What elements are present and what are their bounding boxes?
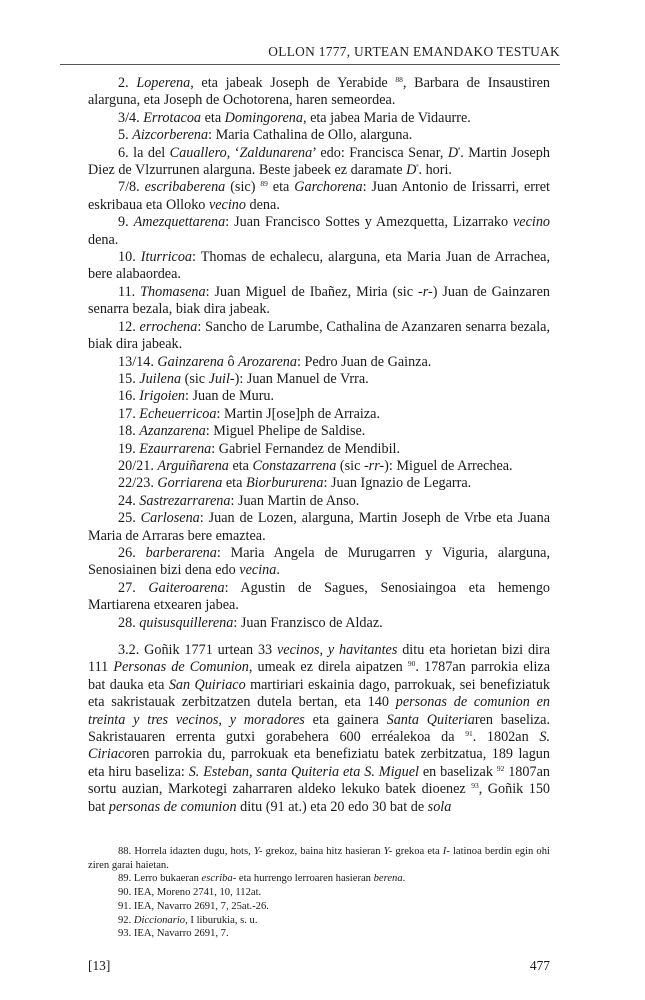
text-run: eta hurrengo lerroaren hasieran: [236, 873, 374, 885]
paragraph: [88, 642, 550, 816]
italic-text: Echeuerricoa: [139, 405, 217, 422]
text-run: 19.: [118, 440, 140, 457]
text-run: , umeak ez direla aipatzen: [248, 659, 408, 676]
text-run: , Goñik 150 bat: [88, 781, 551, 815]
text-run: , eta jabea Maria de Vidaurre.: [302, 109, 471, 126]
paragraph: [88, 423, 550, 440]
footnotes: [88, 845, 550, 941]
italic-text: vecinos, y havitantes: [276, 642, 398, 658]
footnote-ref: 93: [471, 781, 479, 791]
italic-text: Constazarrena: [252, 457, 337, 474]
text-run: eta: [222, 475, 246, 492]
italic-text: Biorbururena: [245, 475, 324, 492]
text-run: (sic: [336, 457, 364, 474]
text-run: ): Juan Manuel de Vrra.: [234, 370, 369, 387]
text-run: 26.: [118, 544, 146, 561]
italic-text: Ezaurrarena: [139, 440, 212, 457]
text-run: 20/21.: [118, 457, 158, 474]
text-run: 89. Lerro bukaeran: [118, 873, 202, 885]
italic-text: Zaldunarena: [239, 144, 313, 161]
text-run: : Pedro Juan de Gainza.: [296, 353, 432, 370]
text-run: eta: [267, 179, 295, 196]
text-run: : Juan de Muru.: [185, 388, 275, 405]
text-run: : Juan Miguel de Ibañez, Miria (sic: [205, 283, 418, 300]
footnote: [88, 872, 550, 886]
italic-text: Carlosena: [140, 510, 200, 527]
italic-text: Iturricoa: [140, 249, 193, 266]
paragraph: [88, 110, 550, 127]
italic-text: barberarena: [145, 544, 217, 561]
italic-text: vecino: [208, 196, 246, 213]
text-run: 13/14.: [118, 353, 158, 370]
italic-text: I-: [442, 846, 450, 857]
paragraph: [88, 493, 550, 510]
italic-text: Y-: [253, 846, 263, 857]
italic-text: Aizcorberena: [132, 127, 209, 144]
footnote: [88, 927, 550, 941]
text-run: 92.: [118, 914, 134, 926]
footnote: [88, 886, 550, 900]
text-run: 28.: [118, 614, 140, 631]
text-run: 11.: [118, 283, 141, 300]
footnote-ref: 90: [407, 659, 416, 669]
paragraph: [88, 284, 550, 319]
paragraph: [88, 545, 550, 580]
text-run: 16.: [118, 388, 140, 405]
italic-text: Amezquettarena: [133, 214, 226, 231]
italic-text: Personas de Comunion: [113, 659, 249, 676]
text-run: : Juan Franzisco de Aldaz.: [233, 614, 383, 631]
text-run: ): Miguel de Arrechea.: [384, 457, 513, 474]
italic-text: Arguiñarena: [157, 457, 229, 474]
paragraph: [88, 510, 550, 545]
header-rule: [60, 64, 560, 65]
italic-text: escribaberena: [144, 179, 226, 196]
paragraph: [88, 127, 550, 144]
text-run: (sic): [225, 179, 261, 196]
italic-text: Domingorena: [224, 109, 303, 126]
footnote: [88, 914, 550, 928]
italic-text: Y-: [383, 846, 393, 857]
text-run: ’ edo: Francisca Senar,: [312, 144, 448, 161]
footnote: [88, 900, 550, 914]
chapter-number: [13]: [88, 958, 111, 973]
paragraph: [88, 580, 550, 615]
paragraph: [88, 475, 550, 492]
text-run: 3.2. Goñik 1771 urtean 33: [118, 642, 277, 658]
italic-text: Gaiteroarena: [148, 579, 225, 596]
running-header: OLLON 1777, URTEAN EMANDAKO TESTUAK: [268, 44, 560, 59]
text-run: 15.: [118, 370, 140, 387]
paragraph: [88, 179, 550, 214]
text-run: 27.: [118, 579, 149, 596]
footnote-ref: 88: [395, 75, 403, 84]
text-run: grekoa eta: [392, 846, 443, 857]
text-run: grekoz, baina hitz hasieran: [262, 846, 384, 857]
text-run: 17.: [118, 405, 140, 422]
text-run: , eta jabeak Joseph de Yerabide: [190, 75, 396, 91]
paragraph: [88, 615, 550, 632]
paragraph: [88, 458, 550, 475]
page-number: 477: [529, 958, 550, 973]
text-run: : Thomas de echalecu, alarguna, eta Maria Juan de Arrachea, bere alabaordea.: [88, 249, 551, 283]
text-run: dena.: [245, 196, 280, 213]
italic-text: Gainzarena: [157, 353, 224, 370]
text-run: latinoa berdin egin ohi ziren garai haietan.: [88, 846, 550, 871]
paragraph: [88, 214, 550, 249]
text-run: : Juan Francisco Sottes y Amezquetta, Lizarrako: [225, 214, 513, 231]
italic-text: berena: [373, 873, 403, 885]
text-run: ô: [223, 353, 239, 370]
text-run: martiriari eskainia dago, parrokuak, sei benefiziatuk eta sakristauak zerbitzatzen dutela bertan, eta 140: [88, 676, 550, 711]
text-run: ren parrokia du, parrokuak eta benefiziatu batek zerbitzatua, 189 lagun eta hiru baseliza:: [88, 746, 550, 780]
italic-text: D: [447, 144, 459, 161]
italic-text: S. Esteban, santa Quiteria eta S. Miguel: [188, 763, 419, 780]
text-run: 5.: [118, 127, 133, 144]
text-run: : Maria Cathalina de Ollo, alarguna.: [208, 127, 413, 144]
text-run: : Agustin de Sagues, Senosiaingoa eta hemengo Martiarena etxearen jabea.: [88, 579, 551, 614]
text-run: : Juan Martin de Anso.: [230, 492, 360, 509]
text-run: 9.: [118, 214, 134, 231]
paragraph: [88, 441, 550, 458]
text-run: en baselizak: [418, 763, 497, 780]
paragraph: [88, 319, 550, 354]
italic-text: Juilena: [139, 370, 182, 387]
italic-text: quisusquillerena: [139, 614, 234, 631]
text-run: 2.: [118, 75, 137, 91]
text-run: eta: [201, 109, 225, 126]
text-run: eta: [228, 457, 253, 474]
text-run: , ‘: [226, 144, 240, 161]
text-run: : Maria Angela de Murugarren y Viguria, alarguna, Senosiainen bizi dena edo: [88, 544, 551, 579]
italic-text: Errotacoa: [143, 109, 202, 126]
main-text: [88, 75, 550, 816]
italic-text: Sastrezarrarena: [139, 492, 231, 509]
text-run: . Martin Joseph Diez de Vlzurrunen alarguna. Beste jabeek ez daramate: [88, 144, 550, 179]
italic-text: errochena: [139, 318, 198, 335]
italic-text: Cauallero: [169, 144, 227, 161]
text-run: 93. IEA, Navarro 2691, 7.: [118, 928, 229, 940]
text-run: : Miguel Phelipe de Saldise.: [205, 423, 366, 440]
text-run: : Martin J[ose]ph de Arraiza.: [216, 405, 380, 422]
italic-text: vecina: [239, 562, 277, 579]
paragraph: [88, 354, 550, 371]
text-run: 6. la del: [118, 144, 170, 161]
italic-text: personas de comunion: [108, 798, 237, 815]
italic-text: Loperena: [136, 75, 191, 91]
text-run: : Juan de Lozen, alarguna, Martin Joseph de Vrbe eta Juana Maria de Arraras bere emaztea.: [88, 510, 550, 544]
text-run: 90. IEA, Moreno 2741, 10, 112at.: [118, 887, 262, 899]
italic-text: personas de comunion en treinta y tres vecinos, y moradores: [88, 694, 550, 728]
italic-text: Arozarena: [238, 353, 297, 370]
text-run: 91. IEA, Navarro 2691, 7, 25at.-26.: [118, 900, 269, 912]
paragraph: [88, 388, 550, 405]
text-run: , I liburukia, s. u.: [185, 914, 258, 926]
text-run: . 1802an: [472, 729, 540, 746]
text-run: .: [276, 562, 280, 579]
text-run: : Juan Antonio de Irissarri, erret eskribaua eta Olloko: [88, 179, 550, 213]
text-run: . 1787an parrokia eliza bat dauka eta: [88, 659, 550, 693]
italic-text: Azanzarena: [139, 423, 206, 440]
text-run: , Barbara de Insaustiren alarguna, eta Joseph de Ochotorena, haren semeordea.: [88, 75, 550, 109]
italic-text: Irigoien: [139, 388, 185, 405]
paragraph: [88, 249, 550, 284]
paragraph: [88, 75, 550, 110]
paragraph: [88, 406, 550, 423]
text-run: ) Juan de Gainzaren senarra bezala, biak dira jabeak.: [88, 283, 550, 318]
paragraph: [88, 145, 550, 180]
text-run: 3/4.: [118, 109, 144, 126]
text-run: 24.: [118, 492, 140, 509]
italic-text: Diccionario: [133, 914, 186, 926]
text-run: 88. Horrela idazten dugu, hots,: [118, 846, 254, 857]
italic-text: Santa Quiteria: [386, 711, 475, 728]
footnote-ref: 92: [496, 763, 505, 773]
text-run: dena.: [88, 231, 119, 248]
text-run: .: [402, 873, 406, 885]
footnote-ref: 91: [465, 729, 473, 739]
italic-text: escriba-: [201, 873, 237, 885]
italic-text: -r-: [418, 283, 433, 300]
footnote-ref: ª: [416, 162, 419, 172]
text-run: 25.: [118, 510, 141, 527]
italic-text: -rr-: [363, 457, 385, 474]
text-run: : Gabriel Fernandez de Mendibil.: [211, 440, 400, 457]
footnote-ref: ª: [458, 144, 461, 154]
italic-text: San Quiriaco: [168, 676, 246, 693]
text-run: ditu (91 at.) eta 20 edo 30 bat de: [236, 798, 428, 815]
text-run: 7/8.: [118, 179, 145, 196]
italic-text: vecino: [512, 214, 551, 231]
text-run: (sic: [181, 370, 209, 387]
text-run: eta gainera: [304, 711, 387, 728]
text-run: : Sancho de Larumbe, Cathalina de Azanzaren senarra bezala, biak dira jabeak.: [88, 318, 550, 353]
text-run: 12.: [118, 318, 140, 335]
text-run: ditu eta horietan bizi dira 111: [88, 642, 551, 676]
italic-text: S. Ciriaco: [88, 729, 550, 763]
text-run: 18.: [118, 423, 140, 440]
text-run: ren baseliza. Sakristauaren errenta gutxi gorabehera 600 erréalekoa da: [88, 711, 550, 746]
paragraph: [88, 371, 550, 388]
footnote-ref: 89: [260, 179, 268, 189]
text-run: 1807an sortu auzian, Markotegi zaharraren aldeko lekuko batek dioenez: [88, 763, 550, 798]
italic-text: D: [406, 162, 417, 179]
text-run: 10.: [118, 249, 141, 266]
italic-text: sola: [427, 798, 452, 815]
text-run: : Juan Ignazio de Legarra.: [323, 475, 472, 492]
footnote: [88, 845, 550, 872]
text-run: 22/23.: [118, 475, 158, 492]
italic-text: Garchorena: [294, 179, 363, 196]
italic-text: Thomasena: [140, 283, 206, 300]
italic-text: Gorriarena: [157, 475, 223, 492]
italic-text: Juil-: [208, 370, 235, 387]
text-run: . hori.: [418, 162, 452, 179]
